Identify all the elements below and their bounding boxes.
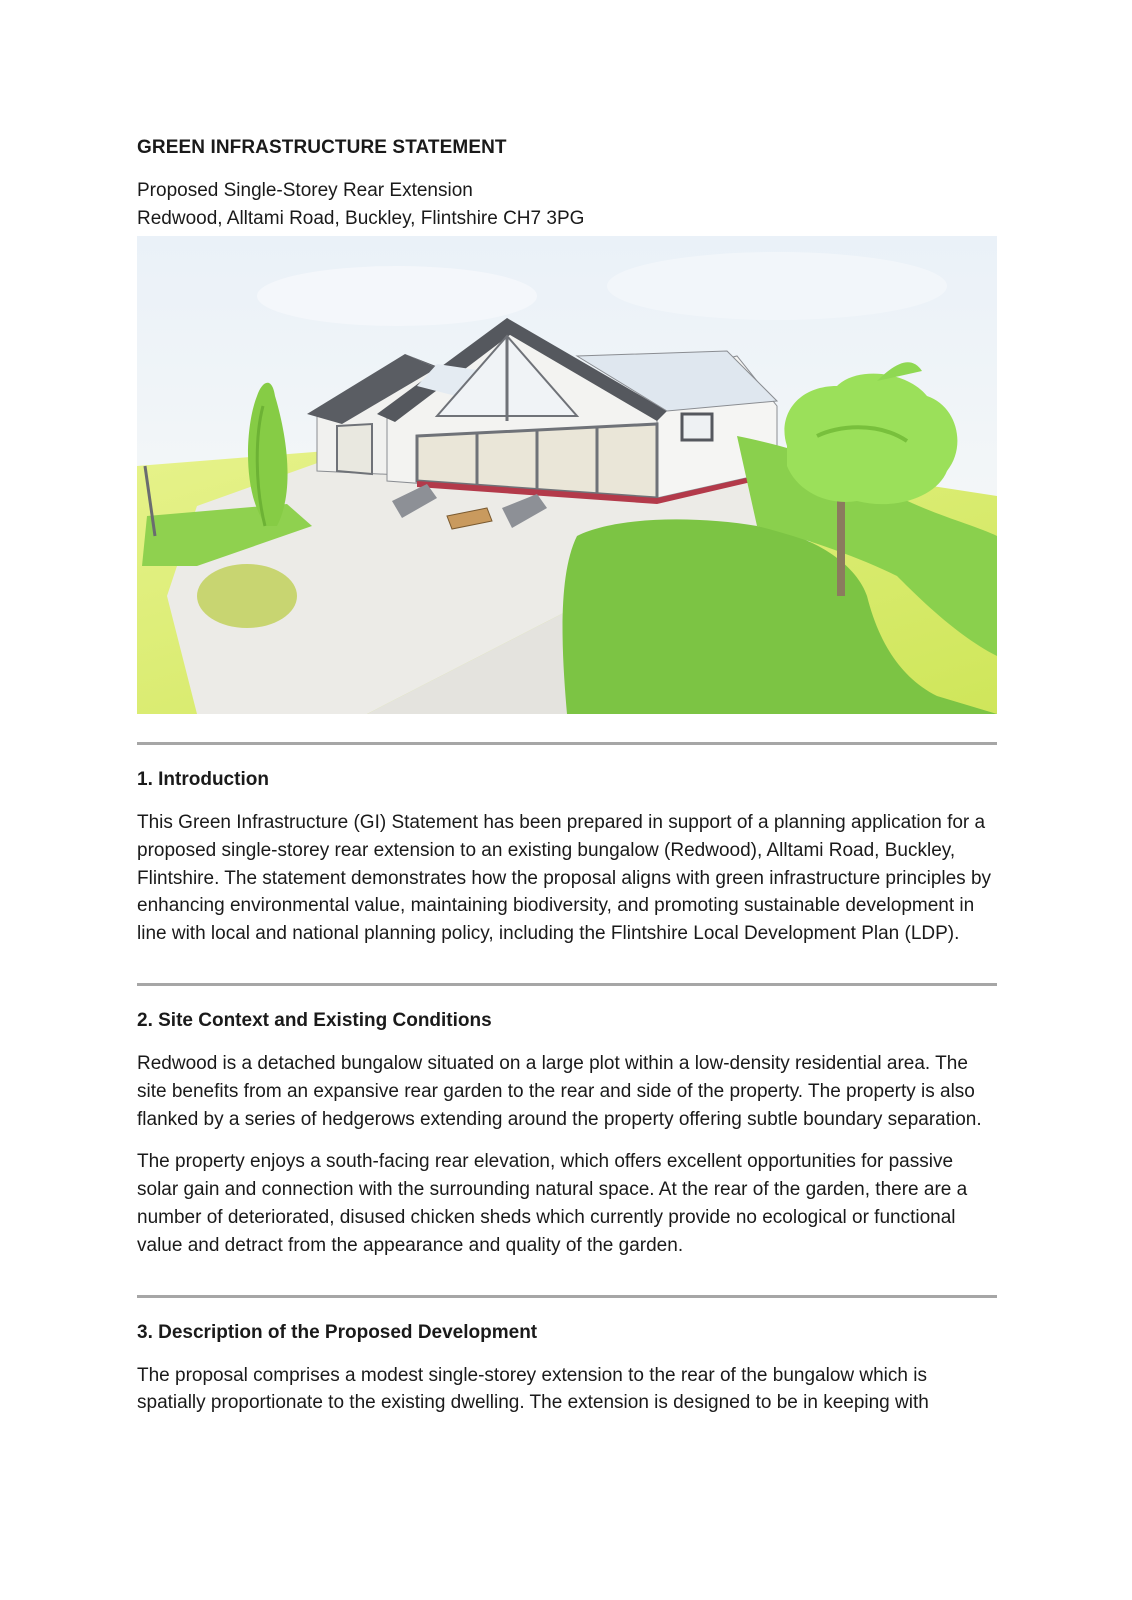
section-heading-site-context: 2. Site Context and Existing Conditions bbox=[137, 1009, 492, 1031]
introduction-paragraph: This Green Infrastructure (GI) Statement has been prepared in support of a planning application for a proposed single-storey rear extension to an existing bungalow (Redwood), Alltami Road, Buckley, Flintshire. The statement demonstrates how the proposal aligns with green infrastructure principles by enhancing environmental value, maintaining biodiversity, and promoting sustainable development in line with local and national planning policy, including the Flintshire Local Development Plan (LDP). bbox=[137, 812, 992, 945]
document-subtitle bbox=[137, 177, 997, 233]
document-page bbox=[137, 135, 997, 1417]
section-divider bbox=[137, 742, 997, 745]
section-heading-proposed-development: 3. Description of the Proposed Development bbox=[137, 1321, 538, 1343]
section-divider bbox=[137, 1295, 997, 1298]
section-heading-introduction: 1. Introduction bbox=[137, 769, 269, 790]
site-context-paragraph-2: The property enjoys a south-facing rear elevation, which offers excellent opportunities for passive solar gain and connection with the surrounding natural space. At the rear of the garden, there are a number of deteriorated, disused chicken sheds which currently provide no ecological or functional value and detract from the appearance and quality of the garden. bbox=[137, 1151, 968, 1256]
section-divider bbox=[137, 983, 997, 986]
document-title: GREEN INFRASTRUCTURE STATEMENT bbox=[137, 137, 507, 158]
proposed-development-paragraph: The proposal comprises a modest single-storey extension to the rear of the bungalow which is spatially proportionate to the existing dwelling. The extension is designed to be in keeping with bbox=[137, 1364, 929, 1414]
extension-rendering-image bbox=[137, 236, 997, 714]
subtitle-project: Proposed Single-Storey Rear Extension bbox=[137, 180, 473, 201]
subtitle-address: Redwood, Alltami Road, Buckley, Flintshire CH7 3PG bbox=[137, 208, 585, 229]
site-context-paragraph-1: Redwood is a detached bungalow situated on a large plot within a low-density residential area. The site benefits from an expansive rear garden to the rear and side of the property. The property is also flanked by a series of hedgerows extending around the property offering subtle boundary separation. bbox=[137, 1052, 982, 1130]
